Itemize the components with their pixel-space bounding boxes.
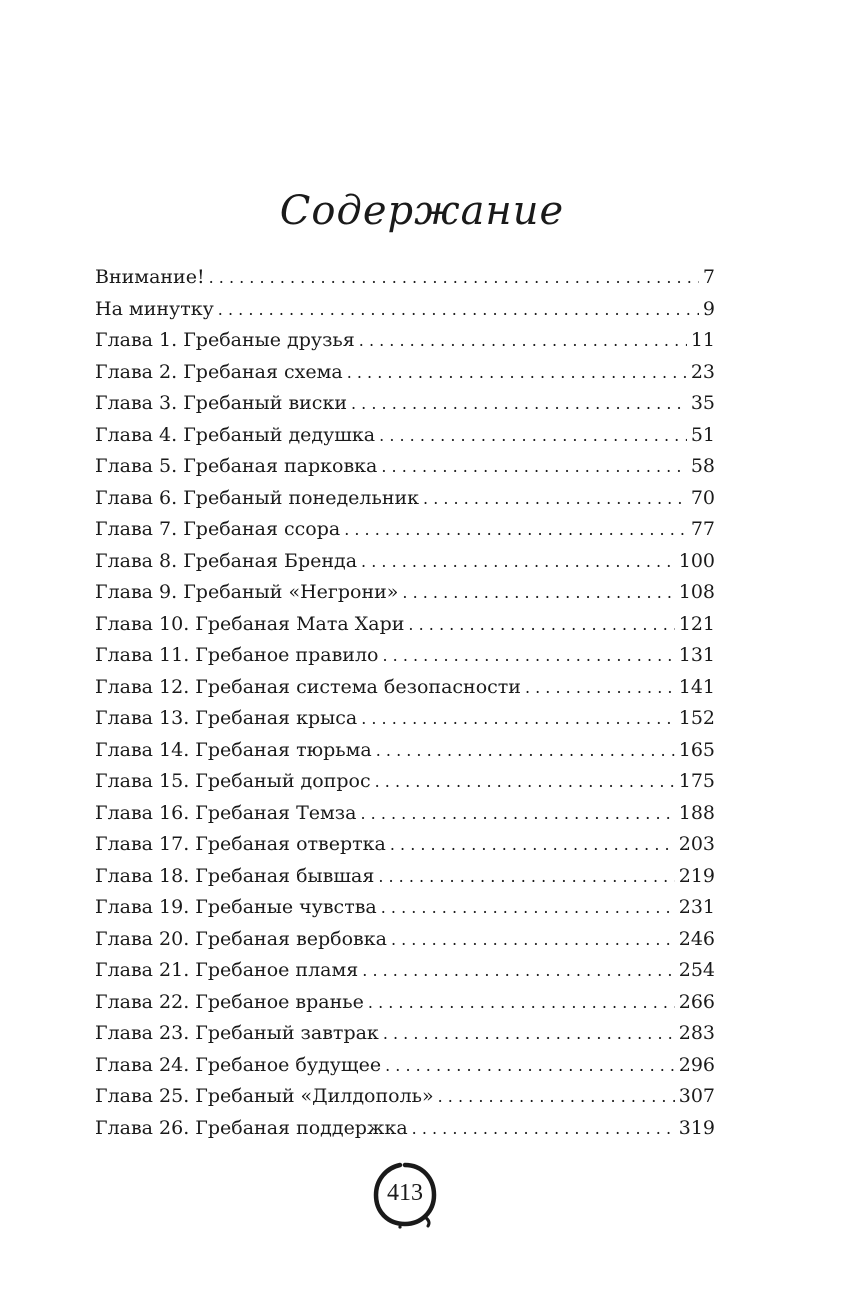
toc-entry xyxy=(95,546,715,578)
toc-entry xyxy=(95,1050,715,1082)
toc-entry-title: Глава 4. Гребаный дедушка xyxy=(95,423,376,446)
toc-entry xyxy=(95,609,715,641)
dot-leader xyxy=(368,987,675,1019)
toc-entry-title: Глава 2. Гребаная схема xyxy=(95,360,343,383)
toc-entry-page: 121 xyxy=(678,612,715,635)
page-number-badge xyxy=(370,1160,440,1230)
toc-entry xyxy=(95,987,715,1019)
toc-entry xyxy=(95,294,715,326)
dot-leader xyxy=(347,357,687,389)
toc-entry-title: Глава 11. Гребаное правило xyxy=(95,644,379,666)
toc-entry-page: 9 xyxy=(702,297,715,320)
toc-entry-page: 203 xyxy=(678,833,715,855)
dot-leader xyxy=(218,294,699,326)
toc-entry-title: Глава 21. Гребаное пламя xyxy=(95,959,359,981)
toc-entry-page: 100 xyxy=(678,549,715,572)
dot-leader xyxy=(382,640,674,672)
toc-entry-title: Глава 12. Гребаная система безопасности xyxy=(95,675,521,698)
toc-entry xyxy=(95,861,715,893)
toc-entry-title: Глава 10. Гребаная Мата Хари xyxy=(95,612,405,635)
dot-leader xyxy=(359,325,687,357)
dot-leader xyxy=(381,892,675,924)
toc-entry xyxy=(95,829,715,861)
toc-entry xyxy=(95,262,715,294)
toc-entry-page: 77 xyxy=(690,518,715,540)
toc-entry-page: 11 xyxy=(690,329,715,351)
dot-leader xyxy=(375,766,675,798)
dot-leader xyxy=(390,829,675,861)
page-number: 413 xyxy=(387,1180,423,1206)
toc-entry-title: Глава 26. Гребаная поддержка xyxy=(95,1116,408,1139)
dot-leader xyxy=(423,483,687,515)
dot-leader xyxy=(361,703,675,735)
toc-entry xyxy=(95,924,715,956)
toc-entry xyxy=(95,577,715,609)
toc-entry-page: 254 xyxy=(678,959,715,981)
dot-leader xyxy=(438,1081,675,1113)
toc-entry xyxy=(95,703,715,735)
dot-leader xyxy=(525,672,675,704)
toc-entry-page: 51 xyxy=(690,423,715,446)
toc-entry-page: 131 xyxy=(678,644,715,666)
toc-entry-title: Глава 3. Гребаный виски xyxy=(95,392,347,414)
toc-entry xyxy=(95,388,715,420)
toc-entry-title: Глава 9. Гребаный «Негрони» xyxy=(95,581,399,603)
toc-entry xyxy=(95,955,715,987)
toc-entry xyxy=(95,357,715,389)
toc-entry xyxy=(95,766,715,798)
toc-entry-title: Глава 15. Гребаный допрос xyxy=(95,770,371,792)
toc-entry xyxy=(95,735,715,767)
dot-leader xyxy=(408,609,674,641)
toc-entry-page: 175 xyxy=(678,770,715,792)
toc-entry xyxy=(95,420,715,452)
toc-entry-title: Глава 5. Гребаная парковка xyxy=(95,455,378,477)
dot-leader xyxy=(351,388,687,420)
dot-leader xyxy=(361,546,675,578)
toc-entry-title: Глава 13. Гребаная крыса xyxy=(95,707,358,729)
toc-entry-title: Глава 16. Гребаная Темза xyxy=(95,801,357,824)
dot-leader xyxy=(402,577,674,609)
toc-entry-title: Глава 6. Гребаный понедельник xyxy=(95,486,420,509)
toc-entry-page: 231 xyxy=(678,896,715,918)
toc-entry-page: 35 xyxy=(690,392,715,414)
toc-entry-title: Глава 20. Гребаная вербовка xyxy=(95,927,387,950)
dot-leader xyxy=(360,798,674,830)
toc-entry-page: 165 xyxy=(678,738,715,761)
toc-entry-title: Глава 25. Гребаный «Дилдополь» xyxy=(95,1085,434,1107)
dot-leader xyxy=(391,924,675,956)
toc-entry xyxy=(95,640,715,672)
page-title: Содержание xyxy=(279,188,565,234)
toc-entry-page: 23 xyxy=(690,360,715,383)
dot-leader xyxy=(344,514,687,546)
toc-entry xyxy=(95,1113,715,1145)
toc-entry-title: Глава 8. Гребаная Бренда xyxy=(95,549,358,572)
dot-leader xyxy=(383,1018,675,1050)
toc-entry-title: Внимание! xyxy=(95,266,205,288)
toc-entry-page: 296 xyxy=(678,1053,715,1076)
toc-entry-title: Глава 1. Гребаные друзья xyxy=(95,329,355,351)
toc-entry-title: Глава 14. Гребаная тюрьма xyxy=(95,738,372,761)
toc-entry-page: 246 xyxy=(678,927,715,950)
toc-entry-title: Глава 23. Гребаный завтрак xyxy=(95,1022,379,1044)
dot-leader xyxy=(362,955,674,987)
toc-entry-title: Глава 17. Гребаная отвертка xyxy=(95,833,386,855)
toc-entry xyxy=(95,325,715,357)
toc-entry-page: 108 xyxy=(678,581,715,603)
dot-leader xyxy=(381,451,686,483)
toc-entry-title: На минутку xyxy=(95,297,214,320)
dot-leader xyxy=(376,735,675,767)
dot-leader xyxy=(209,262,699,294)
toc-entry xyxy=(95,1018,715,1050)
toc-entry-page: 58 xyxy=(690,455,715,477)
toc-entry xyxy=(95,892,715,924)
toc-entry-page: 141 xyxy=(678,675,715,698)
toc-entry-title: Глава 19. Гребаные чувства xyxy=(95,896,377,918)
dot-leader xyxy=(385,1050,675,1082)
toc-entry xyxy=(95,483,715,515)
toc-entry xyxy=(95,451,715,483)
toc-entry-page: 283 xyxy=(678,1022,715,1044)
toc-entry-page: 319 xyxy=(678,1116,715,1139)
toc-entry-page: 219 xyxy=(678,864,715,887)
dot-leader xyxy=(378,861,674,893)
toc-entry-page: 7 xyxy=(702,266,715,288)
toc-entry xyxy=(95,514,715,546)
dot-leader xyxy=(412,1113,675,1145)
toc-entry-title: Глава 7. Гребаная ссора xyxy=(95,518,341,540)
toc-entry-page: 307 xyxy=(678,1085,715,1107)
toc-entry-title: Глава 18. Гребаная бывшая xyxy=(95,864,375,887)
toc-entry xyxy=(95,798,715,830)
toc-entry xyxy=(95,672,715,704)
toc-entry-page: 152 xyxy=(678,707,715,729)
toc-entry-page: 266 xyxy=(678,990,715,1013)
toc-entry xyxy=(95,1081,715,1113)
toc-entry-title: Глава 22. Гребаное вранье xyxy=(95,990,364,1013)
table-of-contents xyxy=(95,262,715,1144)
toc-entry-page: 188 xyxy=(678,801,715,824)
toc-entry-title: Глава 24. Гребаное будущее xyxy=(95,1053,382,1076)
toc-entry-page: 70 xyxy=(690,486,715,509)
dot-leader xyxy=(379,420,687,452)
